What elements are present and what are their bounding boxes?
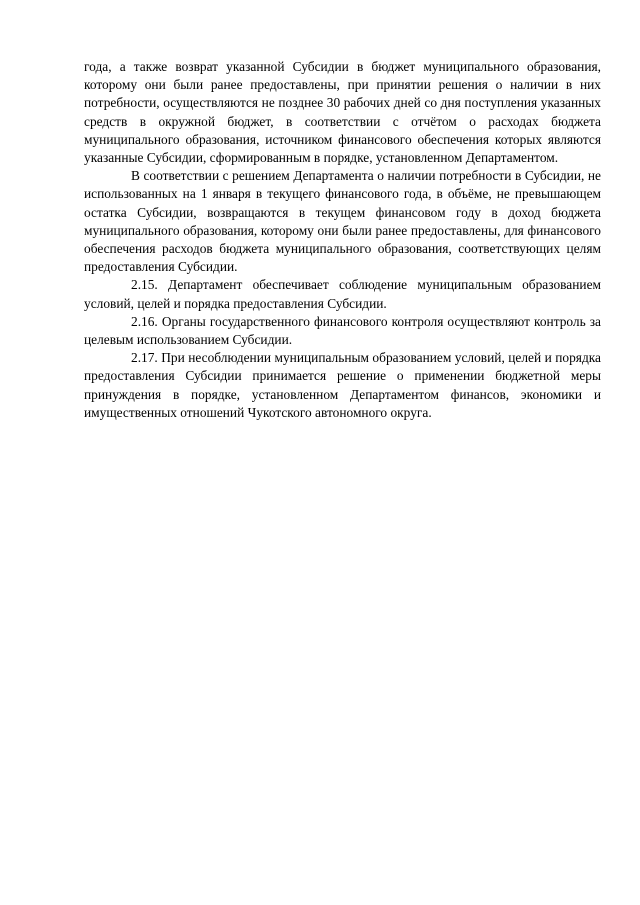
paragraph-2-15: 2.15. Департамент обеспечивает соблюдение муниципальным образованием условий, целей и порядка предоставления Субсидии.	[84, 277, 601, 311]
paragraph-2-17: 2.17. При несоблюдении муниципальным образованием условий, целей и порядка предоставления Субсидии принимается решение о применении бюджетной меры принуждения в порядке, установленном Департаментом финансов, экономики и имущественных отношений Чукотского автономного округа.	[84, 350, 601, 420]
paragraph-continuation: года, а также возврат указанной Субсидии в бюджет муниципального образования, которому они были ранее предоставлены, при принятии решения о наличии в них потребности, осуществляются не позднее 30 рабочих дней со дня поступления указанных средств в окружной бюджет, в соответствии с отчётом о расходах бюджета муниципального образования, источником финансового обеспечения которых являются указанные Субсидии, сформированным в порядке, установленном Департаментом.	[84, 59, 601, 166]
paragraph-remaining-subsidy: В соответствии с решением Департамента о наличии потребности в Субсидии, не использованных на 1 января в текущего финансового года, в объёме, не превышающем остатка Субсидии, возвращаются в текущем финансовом году в доход бюджета муниципального образования, которому они были ранее предоставлены, для финансового обеспечения расходов бюджета муниципального образования, соответствующих целям предоставления Субсидии.	[84, 168, 601, 275]
paragraph-2-16: 2.16. Органы государственного финансового контроля осуществляют контроль за целевым использованием Субсидии.	[84, 313, 601, 348]
document-page	[84, 58, 601, 422]
